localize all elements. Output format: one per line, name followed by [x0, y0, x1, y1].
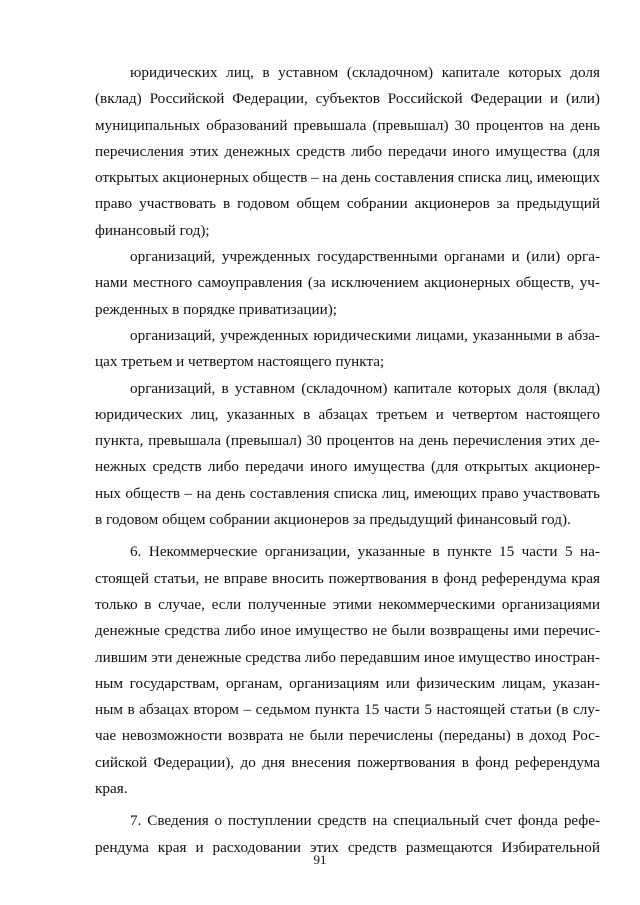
text-line: юридических лиц, указанных в абзацах третьем и четвертом настоящего: [95, 405, 600, 423]
text-line: ных обществ – на день составления списка лиц, имеющих право участвовать: [95, 484, 600, 502]
text-line: сийской Федерации), до дня внесения пожертвования в фонд референдума: [95, 753, 600, 771]
paragraph: [95, 244, 600, 323]
text-line: муниципальных образований превышала (превышал) 30 процентов на день: [95, 116, 600, 134]
text-line: открытых акционерных обществ – на день составления списка лиц, имеющих: [95, 169, 600, 187]
text-line: режденных в порядке приватизации);: [95, 300, 338, 318]
text-line: (вклад) Российской Федерации, субъектов Российской Федерации и (или): [95, 90, 600, 108]
text-line: финансовый год);: [95, 221, 210, 239]
text-line: пункта, превышала (превышал) 30 процентов на день перечисления этих де-: [95, 432, 600, 450]
text-line: ным в абзацах втором – седьмом пункта 15 части 5 настоящей статьи (в слу-: [95, 701, 600, 719]
text-line: только в случае, если полученные этими некоммерческими организациями: [95, 595, 600, 613]
text-line: края.: [95, 780, 128, 798]
text-line: цах третьем и четвертом настоящего пункта;: [95, 353, 385, 371]
text-line: лившим эти денежные средства либо передавшим иное имущество иностран-: [95, 648, 600, 666]
text-line: организаций, учрежденных юридическими лицами, указанными в абза-: [130, 326, 600, 344]
text-line: стоящей статьи, не вправе вносить пожертвования в фонд референдума края: [95, 569, 600, 587]
paragraph: [95, 376, 600, 534]
paragraph: [95, 539, 600, 802]
text-line: нами местного самоуправления (за исключением акционерных обществ, уч-: [95, 274, 600, 292]
text-line: юридических лиц, в уставном (складочном) капитале которых доля: [130, 64, 600, 81]
text-line: в годовом общем собрании акционеров за предыдущий финансовый год).: [95, 511, 571, 529]
paragraph: [95, 60, 600, 244]
text-line: нежных средств либо передачи иного имущества (для открытых акционер-: [95, 458, 600, 476]
text-line: организаций, учрежденных государственными органами и (или) орга-: [130, 248, 600, 266]
text-line: перечисления этих денежных средств либо передачи иного имущества (для: [95, 142, 600, 160]
body-text: [95, 60, 600, 861]
text-line: 7. Сведения о поступлении средств на специальный счет фонда рефе-: [130, 812, 600, 830]
text-line: чае невозможности возврата не были перечислены (переданы) в доход Рос-: [95, 727, 600, 745]
text-line: рендума края и расходовании этих средств размещаются Избирательной: [95, 838, 600, 856]
paragraph: [95, 323, 600, 376]
page-number: 91: [313, 852, 327, 867]
text-line: денежные средства либо иное имущество не были возвращены ими перечис-: [95, 622, 600, 640]
text-line: организаций, в уставном (складочном) капитале которых доля (вклад): [130, 379, 600, 397]
text-line: 6. Некоммерческие организации, указанные в пункте 15 части 5 на-: [130, 543, 600, 561]
text-line: право участвовать в годовом общем собрании акционеров за предыдущий: [95, 195, 600, 213]
text-line: ным государствам, органам, организациям или физическим лицам, указан-: [95, 674, 600, 692]
